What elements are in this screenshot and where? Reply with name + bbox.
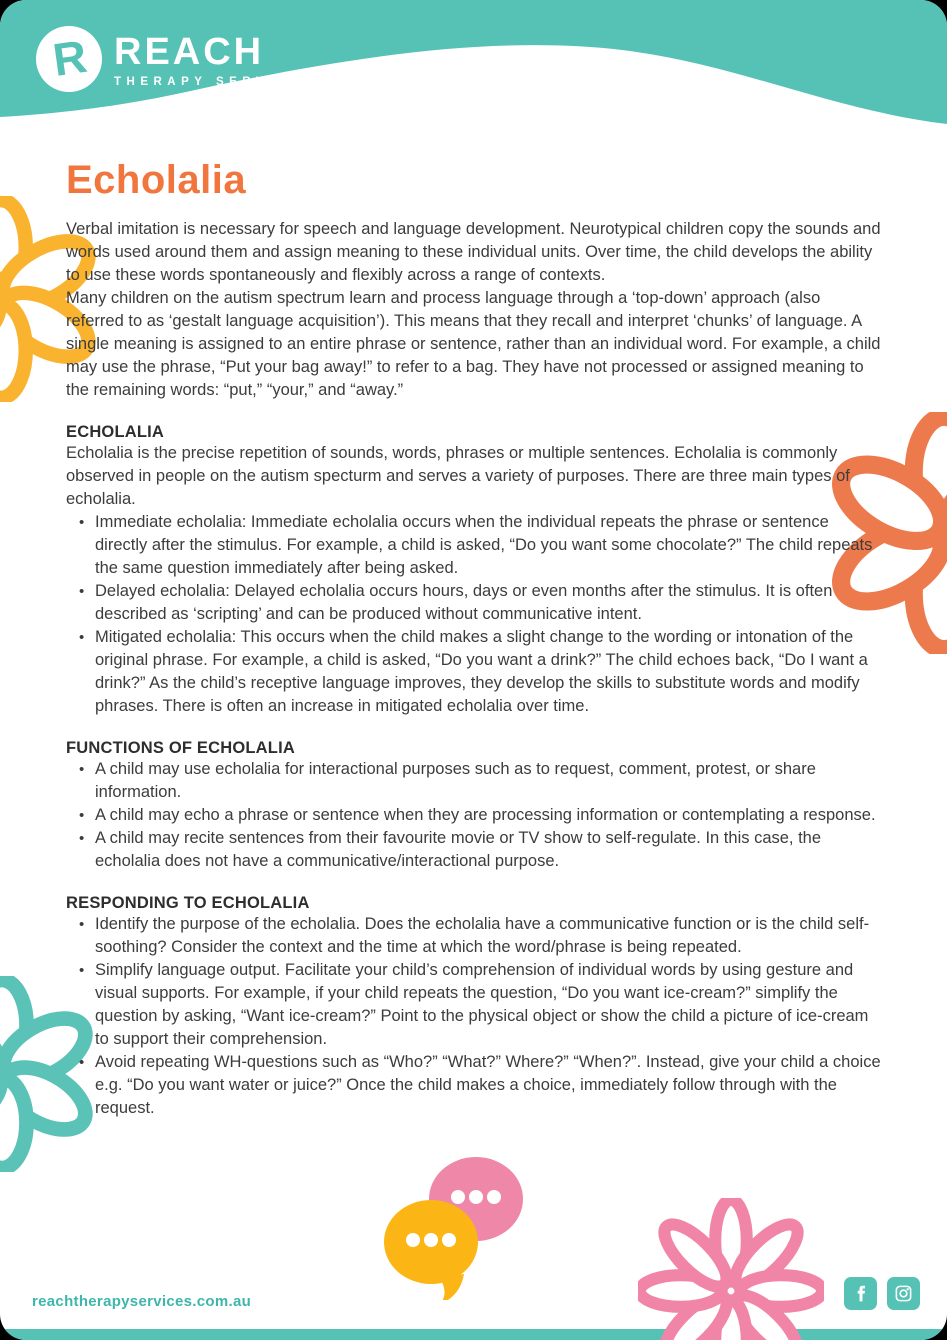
- bullet-item: [66, 959, 881, 1051]
- instagram-button[interactable]: [887, 1277, 920, 1310]
- social-links: [844, 1277, 920, 1310]
- facebook-icon: [851, 1284, 870, 1303]
- section-heading: ECHOLALIA: [66, 423, 165, 441]
- flower-pink-icon: [638, 1198, 824, 1340]
- section-body: Echolalia is the precise repetition of sounds, words, phrases or multiple sentences. Echolalia is commonly observed in people on the autism specturm and serves a variety of purposes. There are three main types of echolalia.: [66, 444, 850, 508]
- brand-name: REACH: [114, 31, 265, 73]
- bullet-text: A child may echo a phrase or sentence when they are processing information or contemplating a response.: [95, 806, 876, 824]
- section-heading: RESPONDING TO ECHOLALIA: [66, 894, 310, 912]
- section-responding: [66, 894, 881, 1120]
- bullet-text: Immediate echolalia: Immediate echolalia occurs when the individual repeats the phrase or sentence directly after the stimulus. For example, a child is asked, “Do you want some chocolate?” The child repeats the same question immediately after being asked.: [95, 513, 873, 577]
- bullet-item: [66, 626, 881, 718]
- bullet-text: A child may use echolalia for interactional purposes such as to request, comment, protest, or share information.: [95, 760, 816, 801]
- intro-paragraph: Many children on the autism spectrum learn and process language through a ‘top-down’ approach (also referred to as ‘gestalt language acquisition’). This means that they recall and interpret ‘chunks’ of language. A single meaning is assigned to an entire phrase or sentence, rather than an individual word. For example, a child may use the phrase, “Put your bag away!” to refer to a bag. They have not processed or assigned meaning to the remaining words: “put,” “your,” and “away.”: [66, 289, 881, 399]
- bullet-item: [66, 913, 881, 959]
- svg-text:R: R: [49, 29, 90, 86]
- bullet-item: [66, 1051, 881, 1120]
- facebook-button[interactable]: [844, 1277, 877, 1310]
- intro-paragraph: Verbal imitation is necessary for speech and language development. Neurotypical children copy the sounds and words used around them and assign meaning to these individual units. Over time, the child develops the ability to use these words spontaneously and flexibly across a range of contexts.: [66, 220, 881, 284]
- section-echolalia: [66, 423, 881, 718]
- website-link[interactable]: reachtherapyservices.com.au: [32, 1293, 252, 1310]
- bullet-text: Delayed echolalia: Delayed echolalia occurs hours, days or even months after the stimulus. It is often described as ‘scripting’ and can be produced without communicative intent.: [95, 582, 833, 623]
- bullet-list: [66, 913, 881, 1120]
- page-title: Echolalia: [66, 158, 247, 202]
- bullet-list: [66, 758, 881, 873]
- instagram-icon: [894, 1284, 913, 1303]
- section-heading: FUNCTIONS OF ECHOLALIA: [66, 739, 295, 757]
- bullet-text: A child may recite sentences from their favourite movie or TV show to self-regulate. In this case, the echolalia does not have a communicative/interactional purpose.: [95, 829, 822, 870]
- bullet-list: [66, 511, 881, 718]
- brand-tagline: THERAPY SERVICES: [114, 76, 318, 88]
- bullet-item: [66, 580, 881, 626]
- bullet-item: [66, 827, 881, 873]
- section-functions: [66, 739, 881, 873]
- bullet-text: Simplify language output. Facilitate your child’s comprehension of individual words by using gesture and visual supports. For example, if your child repeats the question, “Do you want ice-cream?” simplify the question by asking, “Want ice-cream?” Point to the physical object or show the child a picture of ice-cream to support their comprehension.: [95, 961, 869, 1048]
- bullet-item: [66, 758, 881, 804]
- bullet-text: Mitigated echolalia: This occurs when the child makes a slight change to the wording or intonation of the original phrase. For example, a child is asked, “Do you want a drink?” The child echoes back, “Do I want a drink?” As the child’s receptive language improves, they develop the skills to substitute words and modify phrases. There is often an increase in mitigated echolalia over time.: [95, 628, 868, 715]
- bullet-text: Avoid repeating WH-questions such as “Who?” “What?” Where?” “When?”. Instead, give your child a choice e.g. “Do you want water or juice?” Once the child makes a choice, immediately follow through with the request.: [95, 1053, 881, 1117]
- bullet-item: [66, 511, 881, 580]
- speech-bubble-yellow-icon: [382, 1200, 484, 1300]
- bullet-item: [66, 804, 881, 827]
- bullet-text: Identify the purpose of the echolalia. Does the echolalia have a communicative function or is the child self-soothing? Consider the context and the time at which the word/phrase is being repeated.: [95, 915, 870, 956]
